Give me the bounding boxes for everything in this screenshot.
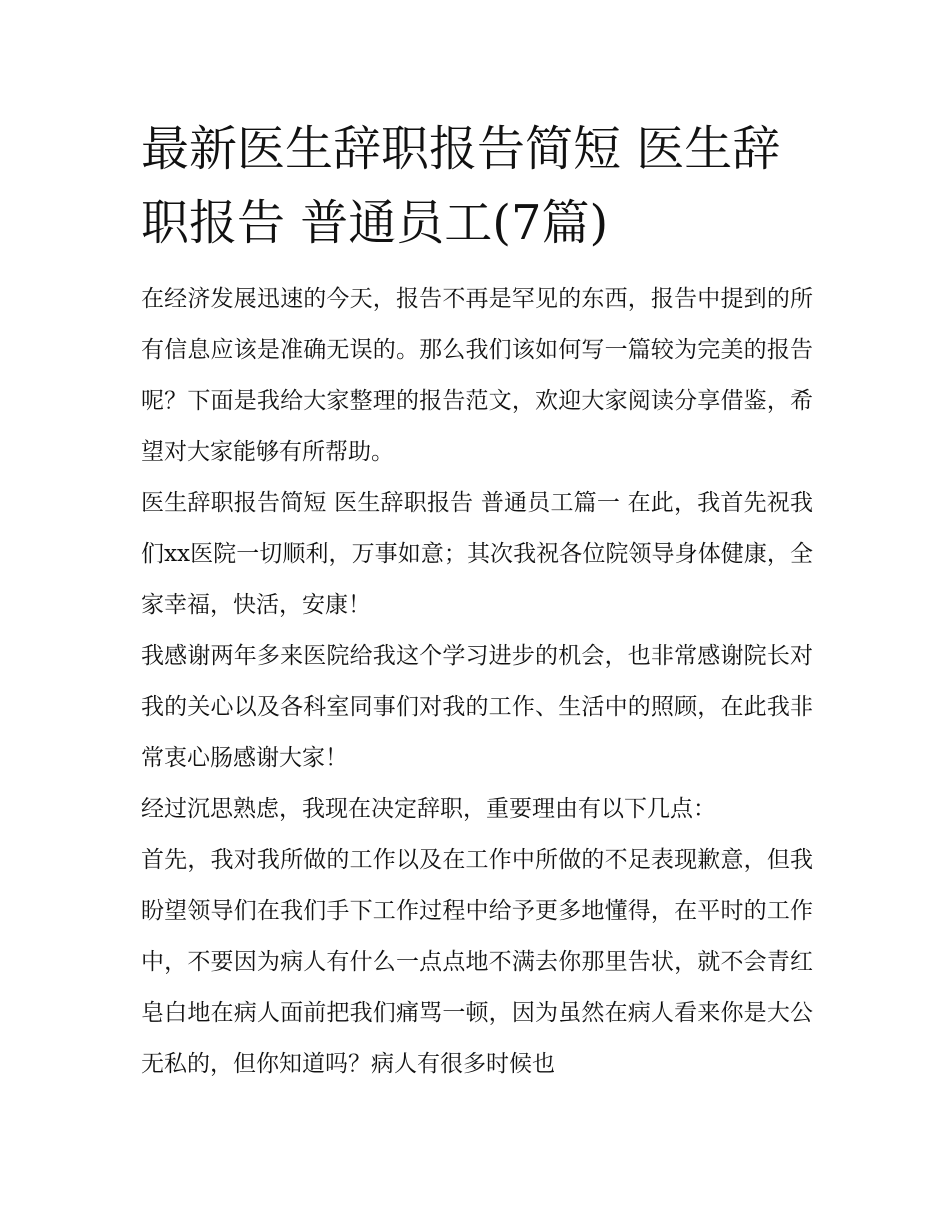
document-page bbox=[141, 112, 813, 1090]
document-body bbox=[141, 274, 813, 1090]
paragraph-intro: 在经济发展迅速的今天，报告不再是罕见的东西，报告中提到的所有信息应该是准确无误的。那么我们该如何写一篇较为完美的报告呢？下面是我给大家整理的报告范文，欢迎大家阅读分享借鉴，希望对大家能够有所帮助。 bbox=[141, 286, 813, 465]
paragraph-thanks: 我感谢两年多来医院给我这个学习进步的机会，也非常感谢院长对我的关心以及各科室同事们对我的工作、生活中的照顾，在此我非常衷心肠感谢大家！ bbox=[141, 643, 813, 771]
paragraph-decision: 经过沉思熟虑，我现在决定辞职，重要理由有以下几点： bbox=[141, 796, 716, 822]
paragraph-greeting: 医生辞职报告简短 医生辞职报告 普通员工篇一 在此，我首先祝我们xx医院一切顺利，万事如意；其次我祝各位院领导身体健康，全家幸福，快活，安康！ bbox=[141, 490, 813, 618]
paragraph-first-reason: 首先，我对我所做的工作以及在工作中所做的不足表现歉意，但我盼望领导们在我们手下工作过程中给予更多地懂得，在平时的工作中，不要因为病人有什么一点点地不满去你那里告状，就不会青红皂白地在病人面前把我们痛骂一顿，因为虽然在病人看来你是大公无私的，但你知道吗？病人有很多时候也 bbox=[141, 847, 813, 1077]
document-title: 最新医生辞职报告简短 医生辞职报告 普通员工(7篇) bbox=[141, 121, 781, 251]
